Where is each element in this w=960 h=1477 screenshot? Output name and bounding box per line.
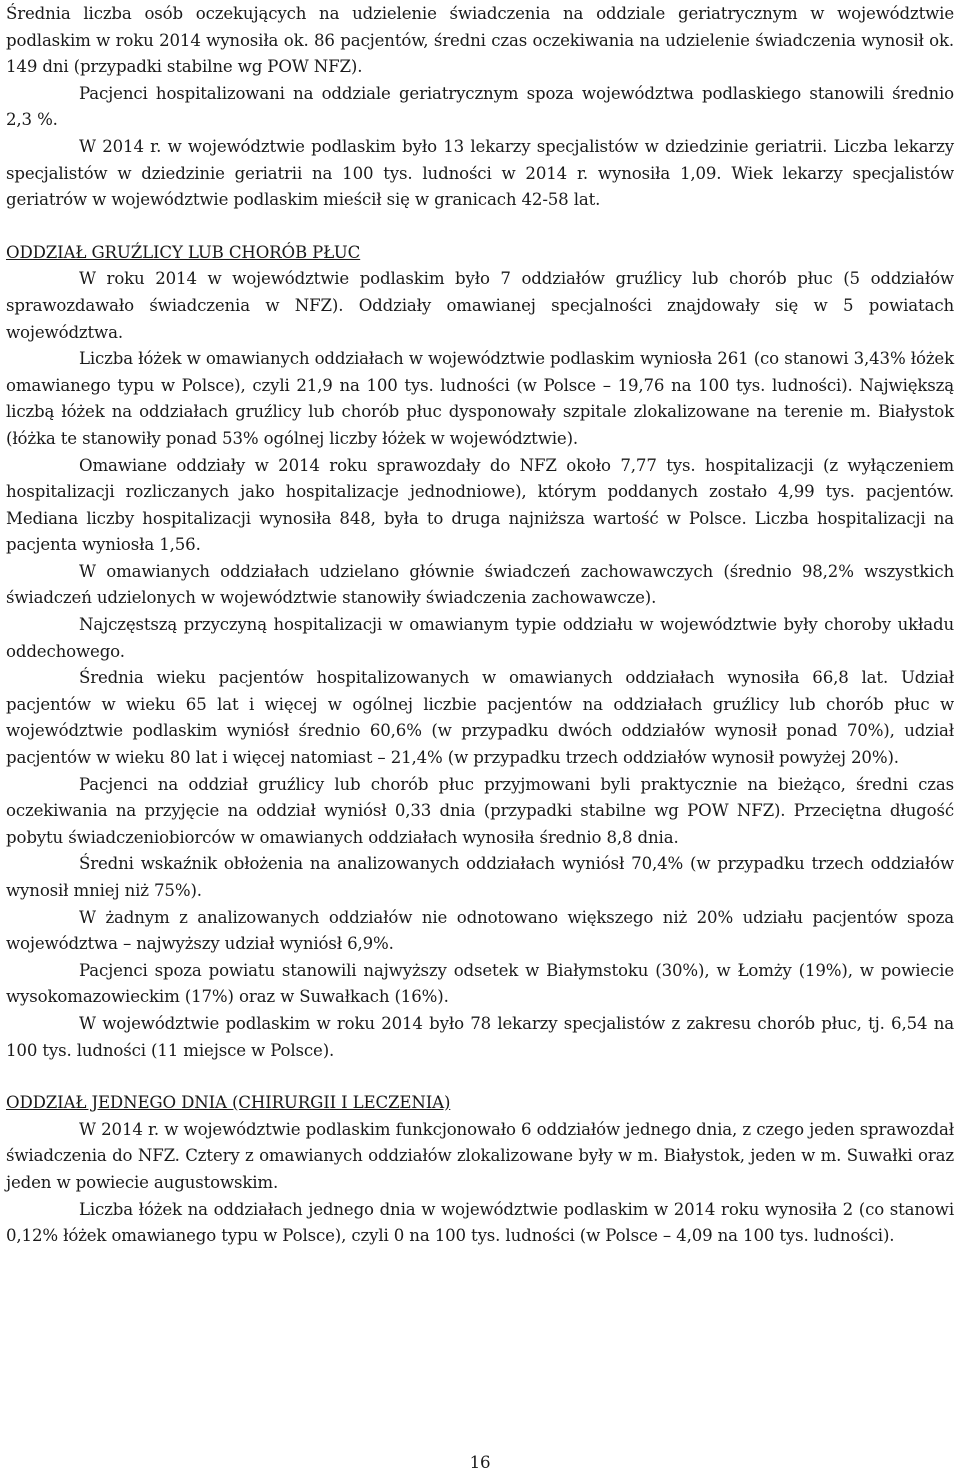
paragraph-tb-conservative: W omawianych oddziałach udzielano głównie świadczeń zachowawczych (średnio 98,2% wszystkich świadczeń udzielonych w województwie stanowiły świadczenia zachowawcze). (6, 561, 954, 608)
paragraph-tb-wards: W roku 2014 w województwie podlaskim było 7 oddziałów gruźlicy lub chorób płuc (5 oddziałów sprawozdawało świadczenia w NFZ). Oddziały omawianej specjalności znajdowały się w 5 powiatach województwa. (6, 269, 954, 342)
section-heading-one-day: ODDZIAŁ JEDNEGO DNIA (CHIRURGII I LECZENIA) (6, 1093, 451, 1113)
paragraph-tb-cause: Najczęstszą przyczyną hospitalizacji w omawianym typie oddziału w województwie były choroby układu oddechowego. (6, 615, 954, 661)
paragraph-one-day-wards: W 2014 r. w województwie podlaskim funkcjonowało 6 oddziałów jednego dnia, z czego jeden sprawozdał świadczenia do NFZ. Cztery z omawianych oddziałów zlokalizowane były w m. Białystok, jeden w m. Suwałki oraz jeden w powiecie augustowskim. (6, 1119, 954, 1192)
paragraph-tb-out-of-region: W żadnym z analizowanych oddziałów nie odnotowano większego niż 20% udziału pacjentów spoza województwa – najwyższy udział wyniósł 6,9%. (6, 907, 954, 954)
page-number: 16 (469, 1453, 491, 1472)
paragraph-waiting-geriatric: Średnia liczba osób oczekujących na udzielenie świadczenia na oddziale geriatrycznym w województwie podlaskim w roku 2014 wynosiła ok. 86 pacjentów, średni czas oczekiwania na udzielenie świadczenia wynosił ok. 149 dni (przypadki stabilne wg POW NFZ). (6, 4, 954, 77)
document-page (6, 0, 954, 1472)
paragraph-tb-age: Średnia wieku pacjentów hospitalizowanych w omawianych oddziałach wynosiła 66,8 lat. Udział pacjentów w wieku 65 lat i więcej w ogólnej liczbie pacjentów na oddziałach gruźlicy lub chorób płuc w województwie podlaskim wyniósł średnio 60,6% (w przypadku dwóch oddziałów wynosił ponad 70%), udział pacjentów w wieku 80 lat i więcej natomiast – 21,4% (w przypadku trzech oddziałów wynosił powyżej 20%). (6, 668, 954, 768)
paragraph-tb-waiting: Pacjenci na oddział gruźlicy lub chorób płuc przyjmowani byli praktycznie na bieżąco, średni czas oczekiwania na przyjęcie na oddział wyniósł 0,33 dnia (przypadki stabilne wg POW NFZ). Przeciętna długość pobytu świadczeniobiorców w omawianych oddziałach wynosiła średnio 8,8 dnia. (6, 774, 954, 847)
paragraph-geriatric-doctors: W 2014 r. w województwie podlaskim było 13 lekarzy specjalistów w dziedzinie geriatrii. Liczba lekarzy specjalistów w dziedzinie geriatrii na 100 tys. ludności w 2014 r. wynosiła 1,09. Wiek lekarzy specjalistów geriatrów w województwie podlaskim mieścił się w granicach 42-58 lat. (6, 136, 954, 210)
paragraph-tb-hospitalizations: Omawiane oddziały w 2014 roku sprawozdały do NFZ około 7,77 tys. hospitalizacji (z wyłączeniem hospitalizacji rozliczanych jako hospitalizacje jednodniowe), którym poddanych zostało 4,99 tys. pacjentów. Mediana liczby hospitalizacji wynosiła 848, była to druga najniższa wartość w Polsce. Liczba hospitalizacji na pacjenta wyniosła 1,56. (6, 455, 954, 555)
section-spacer (6, 214, 954, 240)
paragraph-out-of-region-geriatric: Pacjenci hospitalizowani na oddziale geriatrycznym spoza województwa podlaskiego stanowili średnio 2,3 %. (6, 83, 954, 130)
paragraph-tb-doctors: W województwie podlaskim w roku 2014 było 78 lekarzy specjalistów z zakresu chorób płuc, tj. 6,54 na 100 tys. ludności (11 miejsce w Polsce). (6, 1013, 954, 1060)
paragraph-tb-occupancy: Średni wskaźnik obłożenia na analizowanych oddziałach wyniósł 70,4% (w przypadku trzech oddziałów wynosił mniej niż 75%). (6, 854, 954, 900)
paragraph-tb-out-of-county: Pacjenci spoza powiatu stanowili najwyższy odsetek w Białymstoku (30%), w Łomży (19%), w powiecie wysokomazowieckim (17%) oraz w Suwałkach (16%). (6, 960, 954, 1007)
section-spacer (6, 1064, 954, 1090)
paragraph-tb-beds: Liczba łóżek w omawianych oddziałach w województwie podlaskim wyniosła 261 (co stanowi 3,43% łóżek omawianego typu w Polsce), czyli 21,9 na 100 tys. ludności (w Polsce – 19,76 na 100 tys. ludności). Największą liczbą łóżek na oddziałach gruźlicy lub chorób płuc dysponowały szpitale zlokalizowane na terenie m. Białystok (łóżka te stanowiły ponad 53% ogólnej liczby łóżek w województwie). (6, 349, 954, 448)
paragraph-one-day-beds: Liczba łóżek na oddziałach jednego dnia w województwie podlaskim w 2014 roku wynosiła 2 (co stanowi 0,12% łóżek omawianego typu w Polsce), czyli 0 na 100 tys. ludności (w Polsce – 4,09 na 100 tys. ludności). (6, 1199, 954, 1246)
section-heading-tb-lung: ODDZIAŁ GRUŹLICY LUB CHORÓB PŁUC (6, 242, 361, 262)
